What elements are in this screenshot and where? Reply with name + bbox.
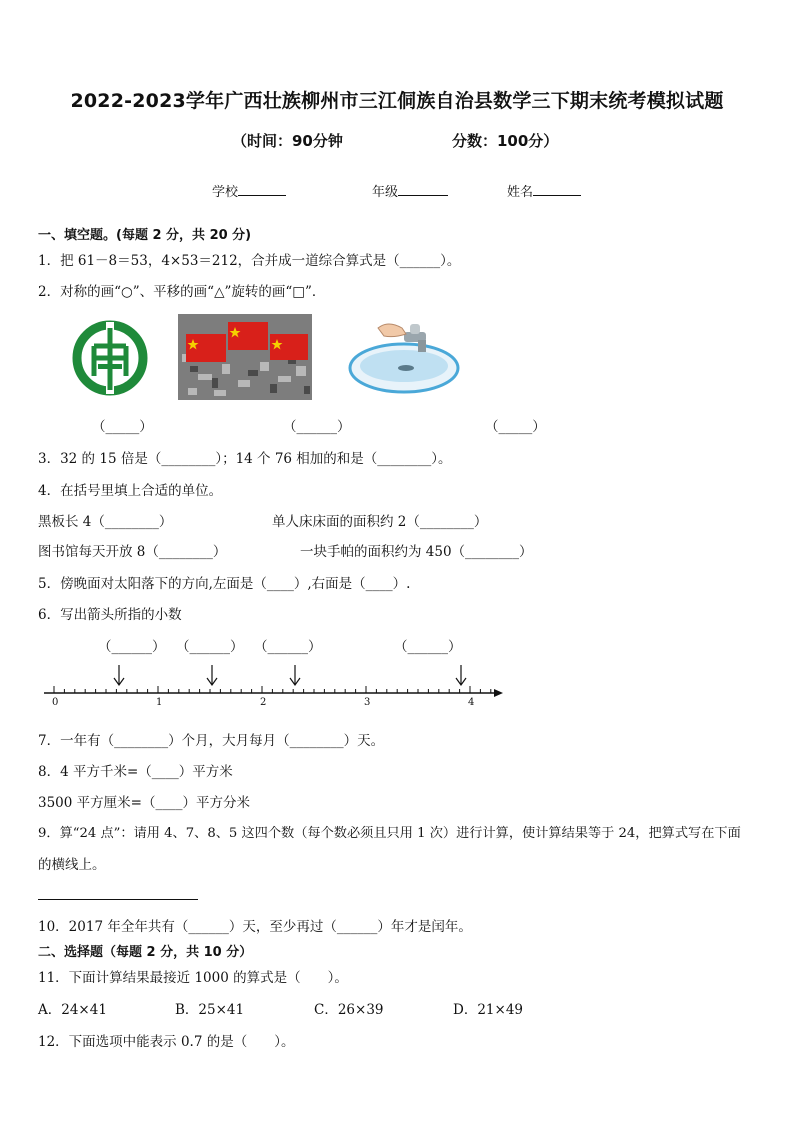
number-line [40, 660, 510, 712]
q2-blank-3[interactable]: （_____） [485, 419, 546, 435]
q6-blank-1[interactable]: （______） [98, 639, 166, 655]
school-blank[interactable] [238, 181, 286, 196]
q6-blank-4[interactable]: （______） [394, 639, 462, 655]
option-d[interactable]: D．21×49 [453, 1002, 523, 1018]
question-12: 12．下面选项中能表示 0.7 的是（ ）。 [38, 1034, 295, 1050]
name-field [507, 181, 581, 200]
question-3: 3．32 的 15 倍是（________）；14 个 76 相加的和是（________）。 [38, 451, 452, 467]
tick-label-2: 2 [260, 697, 267, 708]
arrow-icon [290, 665, 300, 685]
question-5: 5．傍晚面对太阳落下的方向,左面是（____）,右面是（____）. [38, 576, 411, 592]
arrow-icon [114, 665, 124, 685]
q2-blank-1[interactable]: （_____） [92, 419, 153, 435]
option-b[interactable]: B．25×41 [175, 1002, 245, 1018]
q6-blank-3[interactable]: （______） [254, 639, 322, 655]
question-2: 2．对称的画“○”、平移的画“△”旋转的画“□”． [38, 284, 326, 300]
section-1-heading: 一、填空题。(每题 2 分，共 20 分) [38, 228, 252, 243]
name-label: 姓名 [507, 185, 534, 200]
tick-label-0: 0 [52, 697, 59, 708]
grade-label: 年级 [372, 185, 399, 200]
question-8a: 8．4 平方千米=（____）平方米 [38, 764, 233, 780]
question-8b: 3500 平方厘米=（____）平方分米 [38, 795, 250, 811]
flags-image [178, 314, 312, 400]
question-9-line1: 9．算“24 点”：请用 4、7、8、5 这四个数（每个数必须且只用 1 次）进行计算，使计算结果等于 24，把算式写在下面 [38, 826, 741, 841]
option-c[interactable]: C．26×39 [314, 1002, 384, 1018]
question-10: 10．2017 年全年共有（______）天，至少再过（______）年才是闰年。 [38, 919, 472, 935]
question-4c: 图书馆每天开放 8（________） [38, 544, 227, 560]
school-label: 学校 [212, 185, 239, 200]
question-1: 1．把 61－8＝53，4×53＝212，合并成一道综合算式是（______）。 [38, 253, 461, 269]
page-title: 2022-2023学年广西壮族柳州市三江侗族自治县数学三下期末统考模拟试题 [70, 90, 724, 112]
q6-blank-2[interactable]: （______） [176, 639, 244, 655]
grade-field [372, 181, 448, 200]
option-a[interactable]: A．24×41 [38, 1002, 107, 1018]
question-9-line2: 的横线上。 [38, 857, 106, 873]
question-6: 6．写出箭头所指的小数 [38, 607, 182, 623]
tick-label-3: 3 [364, 697, 371, 708]
question-7: 7．一年有（________）个月，大月每月（________）天。 [38, 733, 385, 749]
question-4: 4．在括号里填上合适的单位。 [38, 483, 223, 499]
tick-label-4: 4 [468, 697, 475, 708]
section-2-heading: 二、选择题（每题 2 分，共 10 分） [38, 945, 253, 960]
exam-time: （时间：90分钟 [232, 132, 343, 150]
name-blank[interactable] [533, 181, 581, 196]
grade-blank[interactable] [398, 181, 448, 196]
arrow-icon [456, 665, 466, 685]
answer-line[interactable] [38, 899, 198, 900]
school-field [212, 181, 286, 200]
question-4d: 一块手帕的面积约为 450（________） [300, 544, 533, 560]
bank-logo-image [64, 318, 156, 398]
q2-blank-2[interactable]: （______） [283, 419, 351, 435]
question-4b: 单人床床面的面积约 2（________） [272, 514, 488, 530]
question-4a: 黑板长 4（________） [38, 514, 173, 530]
sink-faucet-image [344, 314, 462, 400]
exam-score: 分数：100分） [452, 132, 559, 150]
arrow-icon [207, 665, 217, 685]
question-11: 11．下面计算结果最接近 1000 的算式是（ ）。 [38, 970, 348, 986]
tick-label-1: 1 [156, 697, 163, 708]
